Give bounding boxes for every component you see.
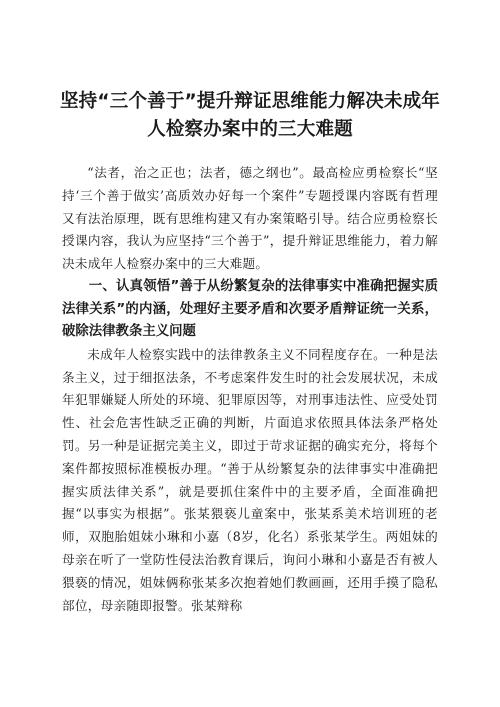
title-line-2: 人检察办案中的三大难题 <box>147 119 353 140</box>
section-1-paragraph: 未成年人检察实践中的法律教条主义不同程度存在。一种是法条主义，过于细抠法条，不考虑案件发生时的社会发展状况，未成年犯罪嫌疑人所处的环境、犯罪原因等，对刑事违法性、应受处罚性、社会危害性缺乏正确的判断，片面追求依照具体法条严格处罚。另一种是证据完美主义，即过于苛求证据的确实充分，将每个案件都按照标准模板办理。“善于从纷繁复杂的法律事实中准确把握实质法律关系”，就是要抓住案件中的主要矛盾，全面准确把握“以事实为根据”。张某猥亵儿童案中，张某系美术培训班的老师，双胞胎姐妹小琳和小嘉（8岁，化名）系张某学生。两姐妹的母亲在听了一堂防性侵法治教育课后，询问小琳和小嘉是否有被人猥亵的情况，姐妹俩称张某多次抱着她们教画画，还用手摸了隐私部位，母亲随即报警。张某辩称 <box>62 346 438 613</box>
document-title <box>50 88 450 144</box>
intro-paragraph: “法者，治之正也；法者，德之纲也”。最高检应勇检察长“坚持‘三个善于做实’高质效办好每一个案件”专题授课内容既有哲理又有法治原理，既有思维构建又有办案策略引导。结合应勇检察长授课内容，我认为应坚持“三个善于”，提升辩证思维能力，着力解决未成年人检察办案中的三大难题。 <box>62 165 438 272</box>
section-heading-1: 一、认真领悟”善于从纷繁复杂的法律事实中准确把握实质法律关系”的内涵，处理好主要矛盾和次要矛盾辩证统一关系，破除法律教条主义问题 <box>62 278 438 340</box>
document-body <box>62 162 438 617</box>
title-line-1: 坚持“三个善于”提升辩证思维能力解决未成年 <box>59 91 441 112</box>
